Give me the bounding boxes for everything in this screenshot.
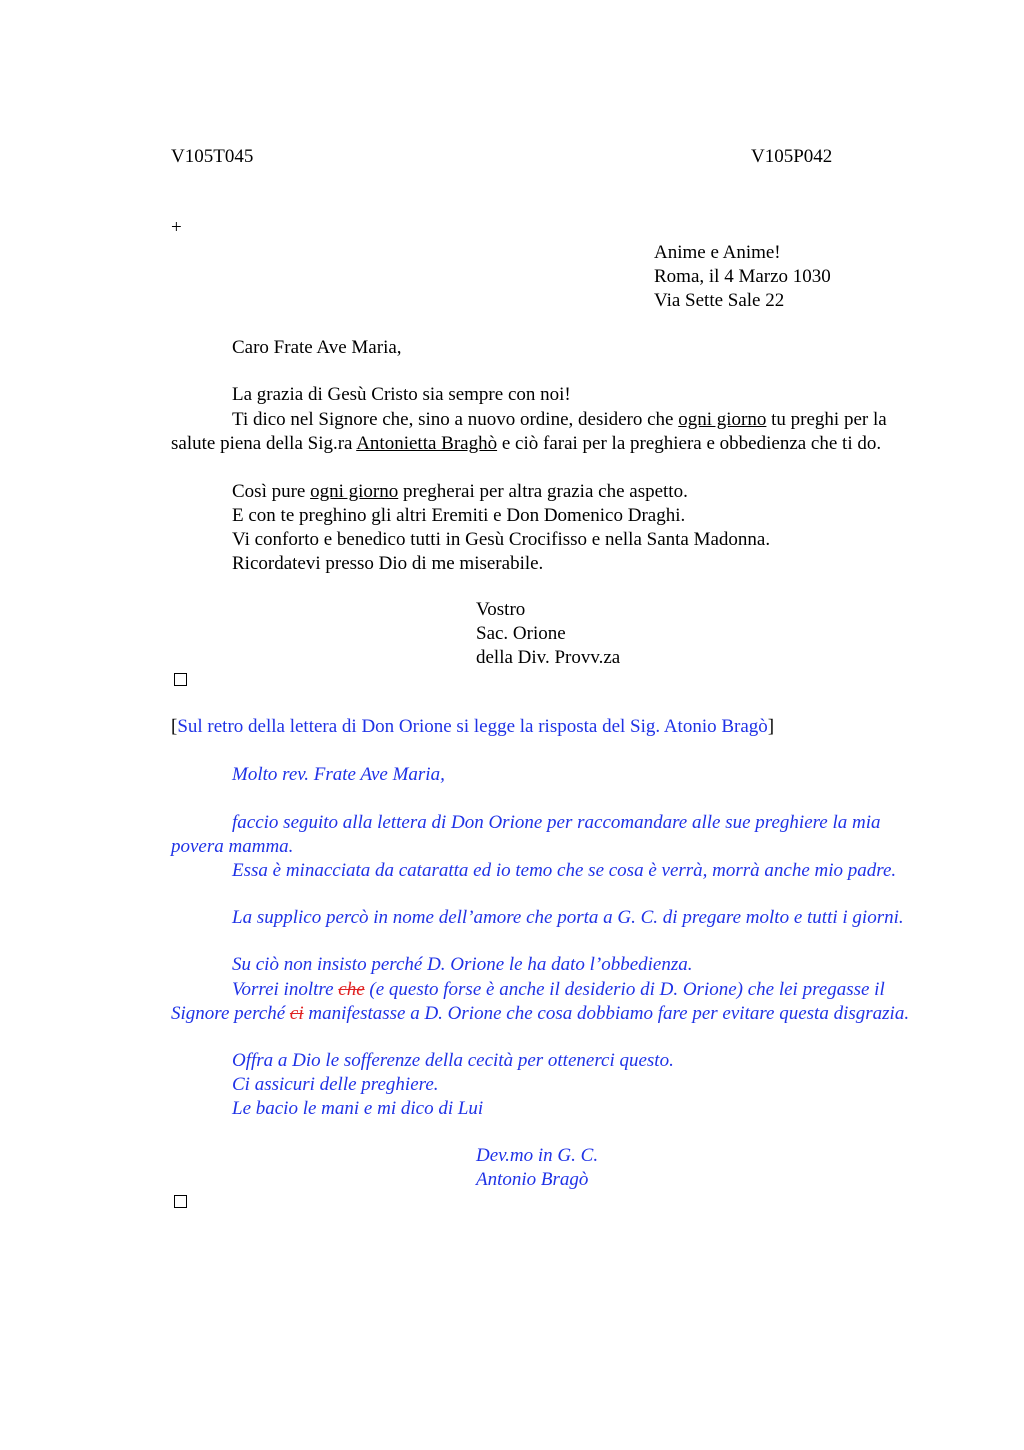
heading-line: Roma, il 4 Marzo 1030 — [654, 266, 831, 287]
document-page — [171, 0, 926, 1450]
salutation: Caro Frate Ave Maria, — [232, 337, 402, 358]
reply-paragraph: faccio seguito alla lettera di Don Orione per raccomandare alle sue preghiere la mia povera mamma. — [171, 812, 881, 857]
letter-line: Così pure ogni giorno pregherai per altra grazia che aspetto. — [232, 481, 688, 502]
signature-line: della Div. Provv.za — [476, 647, 621, 668]
reply-line: Su ciò non insisto perché D. Orione le ha dato l’obbedienza. — [232, 954, 693, 975]
editor-note: [Sul retro della lettera di Don Orione si legge la risposta del Sig. Atonio Bragò] — [171, 716, 775, 737]
document-code-right: V105P042 — [751, 146, 833, 167]
struck-text: ci — [289, 1003, 304, 1024]
signature-line: Vostro — [476, 599, 526, 620]
cross-mark: + — [171, 217, 182, 238]
reply-salutation: Molto rev. Frate Ave Maria, — [232, 764, 445, 785]
reply-paragraph: Essa è minacciata da cataratta ed io temo che se cosa è verrà, morrà anche mio padre. — [232, 860, 897, 881]
signature-orione — [476, 598, 620, 670]
heading-line: Anime e Anime! — [654, 242, 781, 263]
editor-note-text: Sul retro della lettera di Don Orione si legge la risposta del Sig. Atonio Bragò — [177, 716, 768, 737]
reply-line: Offra a Dio le sofferenze della cecità per ottenerci questo. — [232, 1050, 674, 1071]
letter-paragraph: Ti dico nel Signore che, sino a nuovo ordine, desidero che ogni giorno tu preghi per la salute piena della Sig.ra Antonietta Braghò e ciò farai per la preghiera e obbedienza che ti do. — [171, 409, 887, 454]
signature-line: Sac. Orione — [476, 623, 566, 644]
letter-line: Ricordatevi presso Dio di me miserabile. — [232, 553, 544, 574]
letter-lines — [171, 480, 770, 576]
underlined-text: ogni giorno — [678, 409, 767, 430]
letter-line: La grazia di Gesù Cristo sia sempre con noi! — [232, 384, 571, 405]
section-end-box — [174, 1195, 187, 1208]
struck-text: che — [338, 979, 365, 1000]
letter-line: E con te preghino gli altri Eremiti e Don Domenico Draghi. — [232, 505, 686, 526]
signature-brago — [476, 1144, 598, 1192]
heading-line: Via Sette Sale 22 — [654, 290, 785, 311]
reply-line: Le bacio le mani e mi dico di Lui — [232, 1098, 484, 1119]
reply-paragraph: Vorrei inoltre che (e questo forse è anche il desiderio di D. Orione) che lei pregasse il Signore perché ci manifestasse a D. Orione che cosa dobbiamo fare per evitare questa disgrazia. — [171, 979, 910, 1024]
section-end-box — [174, 673, 187, 686]
reply-line: Ci assicuri delle preghiere. — [232, 1074, 439, 1095]
letter-heading — [654, 241, 831, 313]
underlined-name: Antonietta Braghò — [356, 433, 498, 454]
reply-lines — [171, 1049, 674, 1121]
letter-line: Vi conforto e benedico tutti in Gesù Crocifisso e nella Santa Madonna. — [232, 529, 771, 550]
signature-line: Dev.mo in G. C. — [476, 1145, 599, 1166]
document-code-left: V105T045 — [171, 146, 254, 167]
signature-line: Antonio Bragò — [476, 1169, 589, 1190]
reply-paragraph: La supplico percò in nome dell’amore che porta a G. C. di pregare molto e tutti i giorni. — [232, 907, 904, 928]
underlined-text: ogni giorno — [310, 481, 399, 502]
